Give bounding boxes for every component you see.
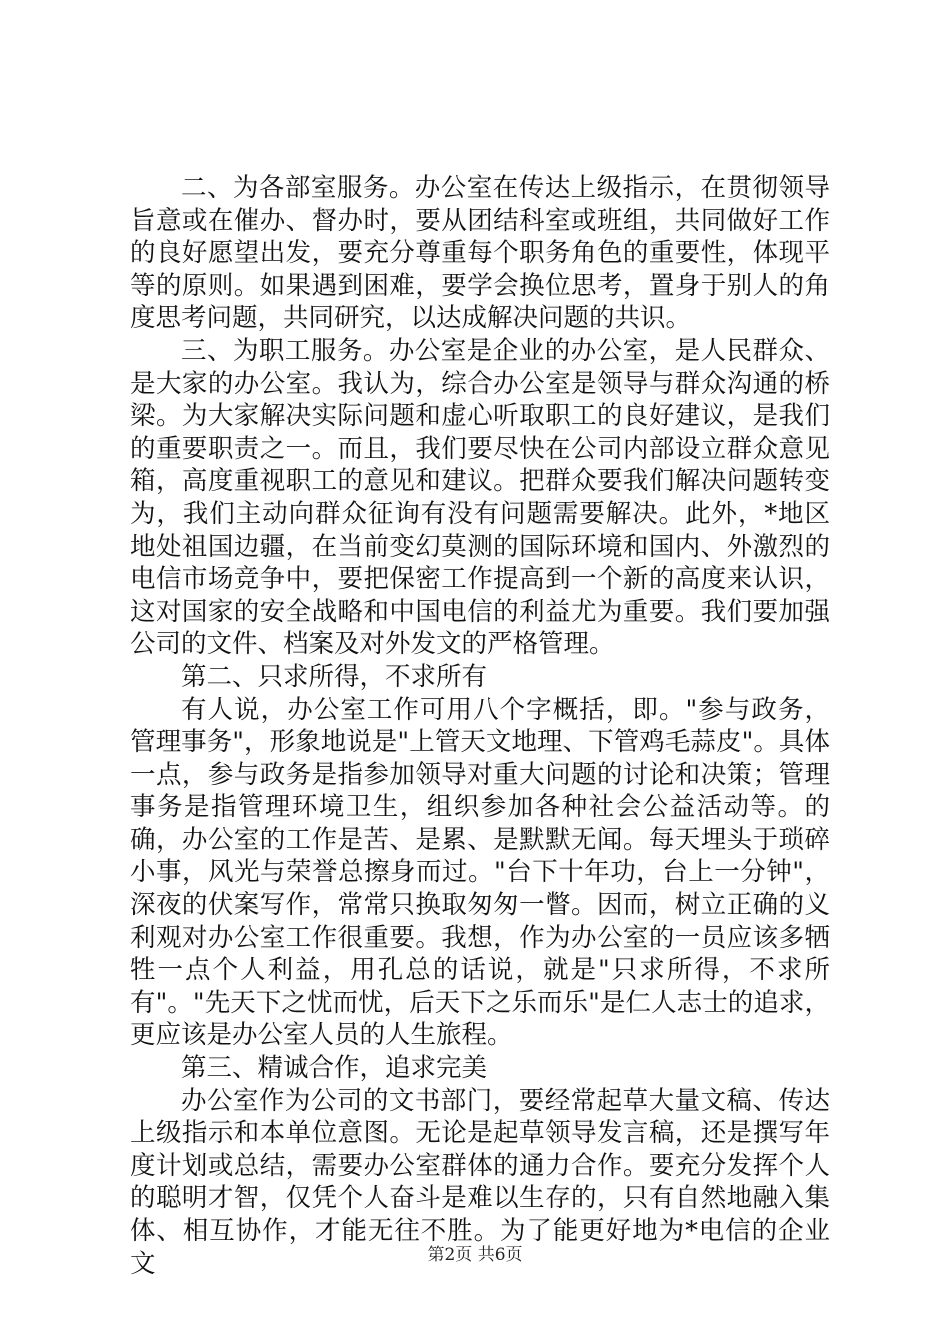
- paragraph-cooperation: 办公室作为公司的文书部门，要经常起草大量文稿、传达上级指示和本单位意图。无论是起草领导发言稿，还是撰写年度计划或总结，需要办公室群体的通力合作。要充分发挥个人的聪明才智，仅凭个人奋斗是难以生存的，只有自然地融入集体、相互协作，才能无往不胜。为了能更好地为*电信的企业文: [130, 1085, 830, 1279]
- paragraph-office-work: 有人说，办公室工作可用八个字概括，即。"参与政务，管理事务"，形象地说是"上管天文地理、下管鸡毛蒜皮"。具体一点，参与政务是指参加领导对重大问题的讨论和决策；管理事务是指管理环境卫生，组织参加各种社会公益活动等。的确，办公室的工作是苦、是累、是默默无闻。每天埋头于琐碎小事，风光与荣誉总擦身而过。"台下十年功，台上一分钟"，深夜的伏案写作，常常只换取匆匆一瞥。因而，树立正确的义利观对办公室工作很重要。我想，作为办公室的一员应该多牺牲一点个人利益，用孔总的话说，就是"只求所得，不求所有"。"先天下之忧而忧，后天下之乐而乐"是仁人志士的追求，更应该是办公室人员的人生旅程。: [130, 694, 830, 1051]
- page-number-footer: 第2页 共6页: [427, 1245, 523, 1265]
- paragraph-serve-employees: 三、为职工服务。办公室是企业的办公室，是人民群众、是大家的办公室。我认为，综合办公室是领导与群众沟通的桥梁。为大家解决实际问题和虚心听取职工的良好建议，是我们的重要职责之一。而且，我们要尽快在公司内部设立群众意见箱，高度重视职工的意见和建议。把群众要我们解决问题转变为，我们主动向群众征询有没有问题需要解决。此外，*地区地处祖国边疆，在当前变幻莫测的国际环境和国内、外激烈的电信市场竞争中，要把保密工作提高到一个新的高度来认识，这对国家的安全战略和中国电信的利益尤为重要。我们要加强公司的文件、档案及对外发文的严格管理。: [130, 335, 830, 660]
- document-body: [130, 172, 830, 1280]
- section-heading-third: 第三、精诚合作，追求完美: [181, 1053, 488, 1084]
- section-heading-second: 第二、只求所得，不求所有: [181, 661, 488, 692]
- paragraph-serve-departments: 二、为各部室服务。办公室在传达上级指示，在贯彻领导旨意或在催办、督办时，要从团结科室或班组，共同做好工作的良好愿望出发，要充分尊重每个职务角色的重要性，体现平等的原则。如果遇到困难，要学会换位思考，置身于别人的角度思考问题，共同研究，以达成解决问题的共识。: [130, 173, 830, 334]
